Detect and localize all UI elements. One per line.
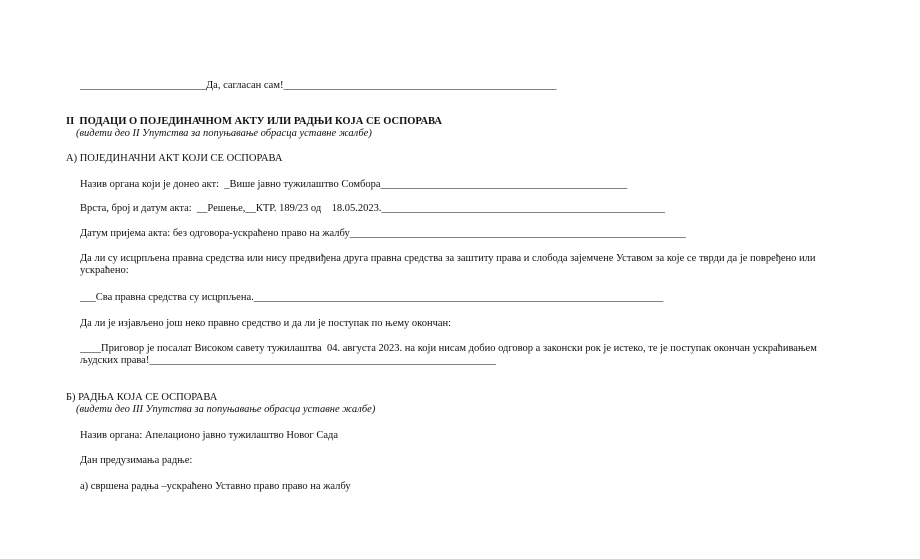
- part-a-heading: А) ПОЈЕДИНАЧНИ АКТ КОЈИ СЕ ОСПОРАВА: [66, 153, 283, 164]
- section-title: II ПОДАЦИ О ПОЈЕДИНАЧНОМ АКТУ ИЛИ РАДЊИ КОЈА СЕ ОСПОРАВА: [66, 116, 442, 127]
- other-remedy-question: Да ли је изјављено још неко правно средство и да ли је поступак по њему окончан:: [80, 318, 452, 329]
- section-note: (видети део II Упутства за попуњавање обрасца уставне жалбе): [76, 128, 372, 139]
- organ-line: Назив органа који је донео акт: _Више јавно тужилаштво Сомбора_______________________________________________: [80, 179, 628, 190]
- part-b-organ-line: Назив органа: Апелационо јавно тужилаштво Новог Сада: [80, 430, 338, 441]
- remedies-question-cont: ускраћено:: [80, 265, 129, 276]
- remedies-question: Да ли су исцрпљена правна средства или нису предвиђена друга правна средства за заштиту права и слобода зајемчене Уставом за које се тврди да је повређено или: [80, 253, 816, 264]
- part-b-heading: Б) РАДЊА КОЈА СЕ ОСПОРАВА: [66, 392, 218, 403]
- action-date-line: Дан предузимања радње:: [80, 455, 193, 466]
- consent-line: ________________________Да, сагласан сам!____________________________________________________: [80, 80, 557, 91]
- other-remedy-answer: ____Приговор је посалат Високом савету тужилаштва 04. августа 2023. на који нисам добио одговор а законски рок је истеко, те је поступак окончан ускраћивањем: [80, 343, 817, 354]
- remedies-answer: ___Сва правна средства су исцрпљена.______________________________________________________________________________: [80, 292, 664, 303]
- receipt-date-line: Датум пријема акта: без одговора-ускраћено право на жалбу________________________________________________________________: [80, 228, 686, 239]
- action-type-line: а) свршена радња –ускраћено Уставно право право на жалбу: [80, 481, 351, 492]
- act-type-line: Врста, број и датум акта: __Решење,__КТР. 189/23 од 18.05.2023.______________________________________________________: [80, 203, 666, 214]
- part-b-note: (видети део III Упутства за попуњавање обрасца уставне жалбе): [76, 404, 376, 415]
- other-remedy-answer-cont: људских права!__________________________________________________________________: [80, 355, 496, 366]
